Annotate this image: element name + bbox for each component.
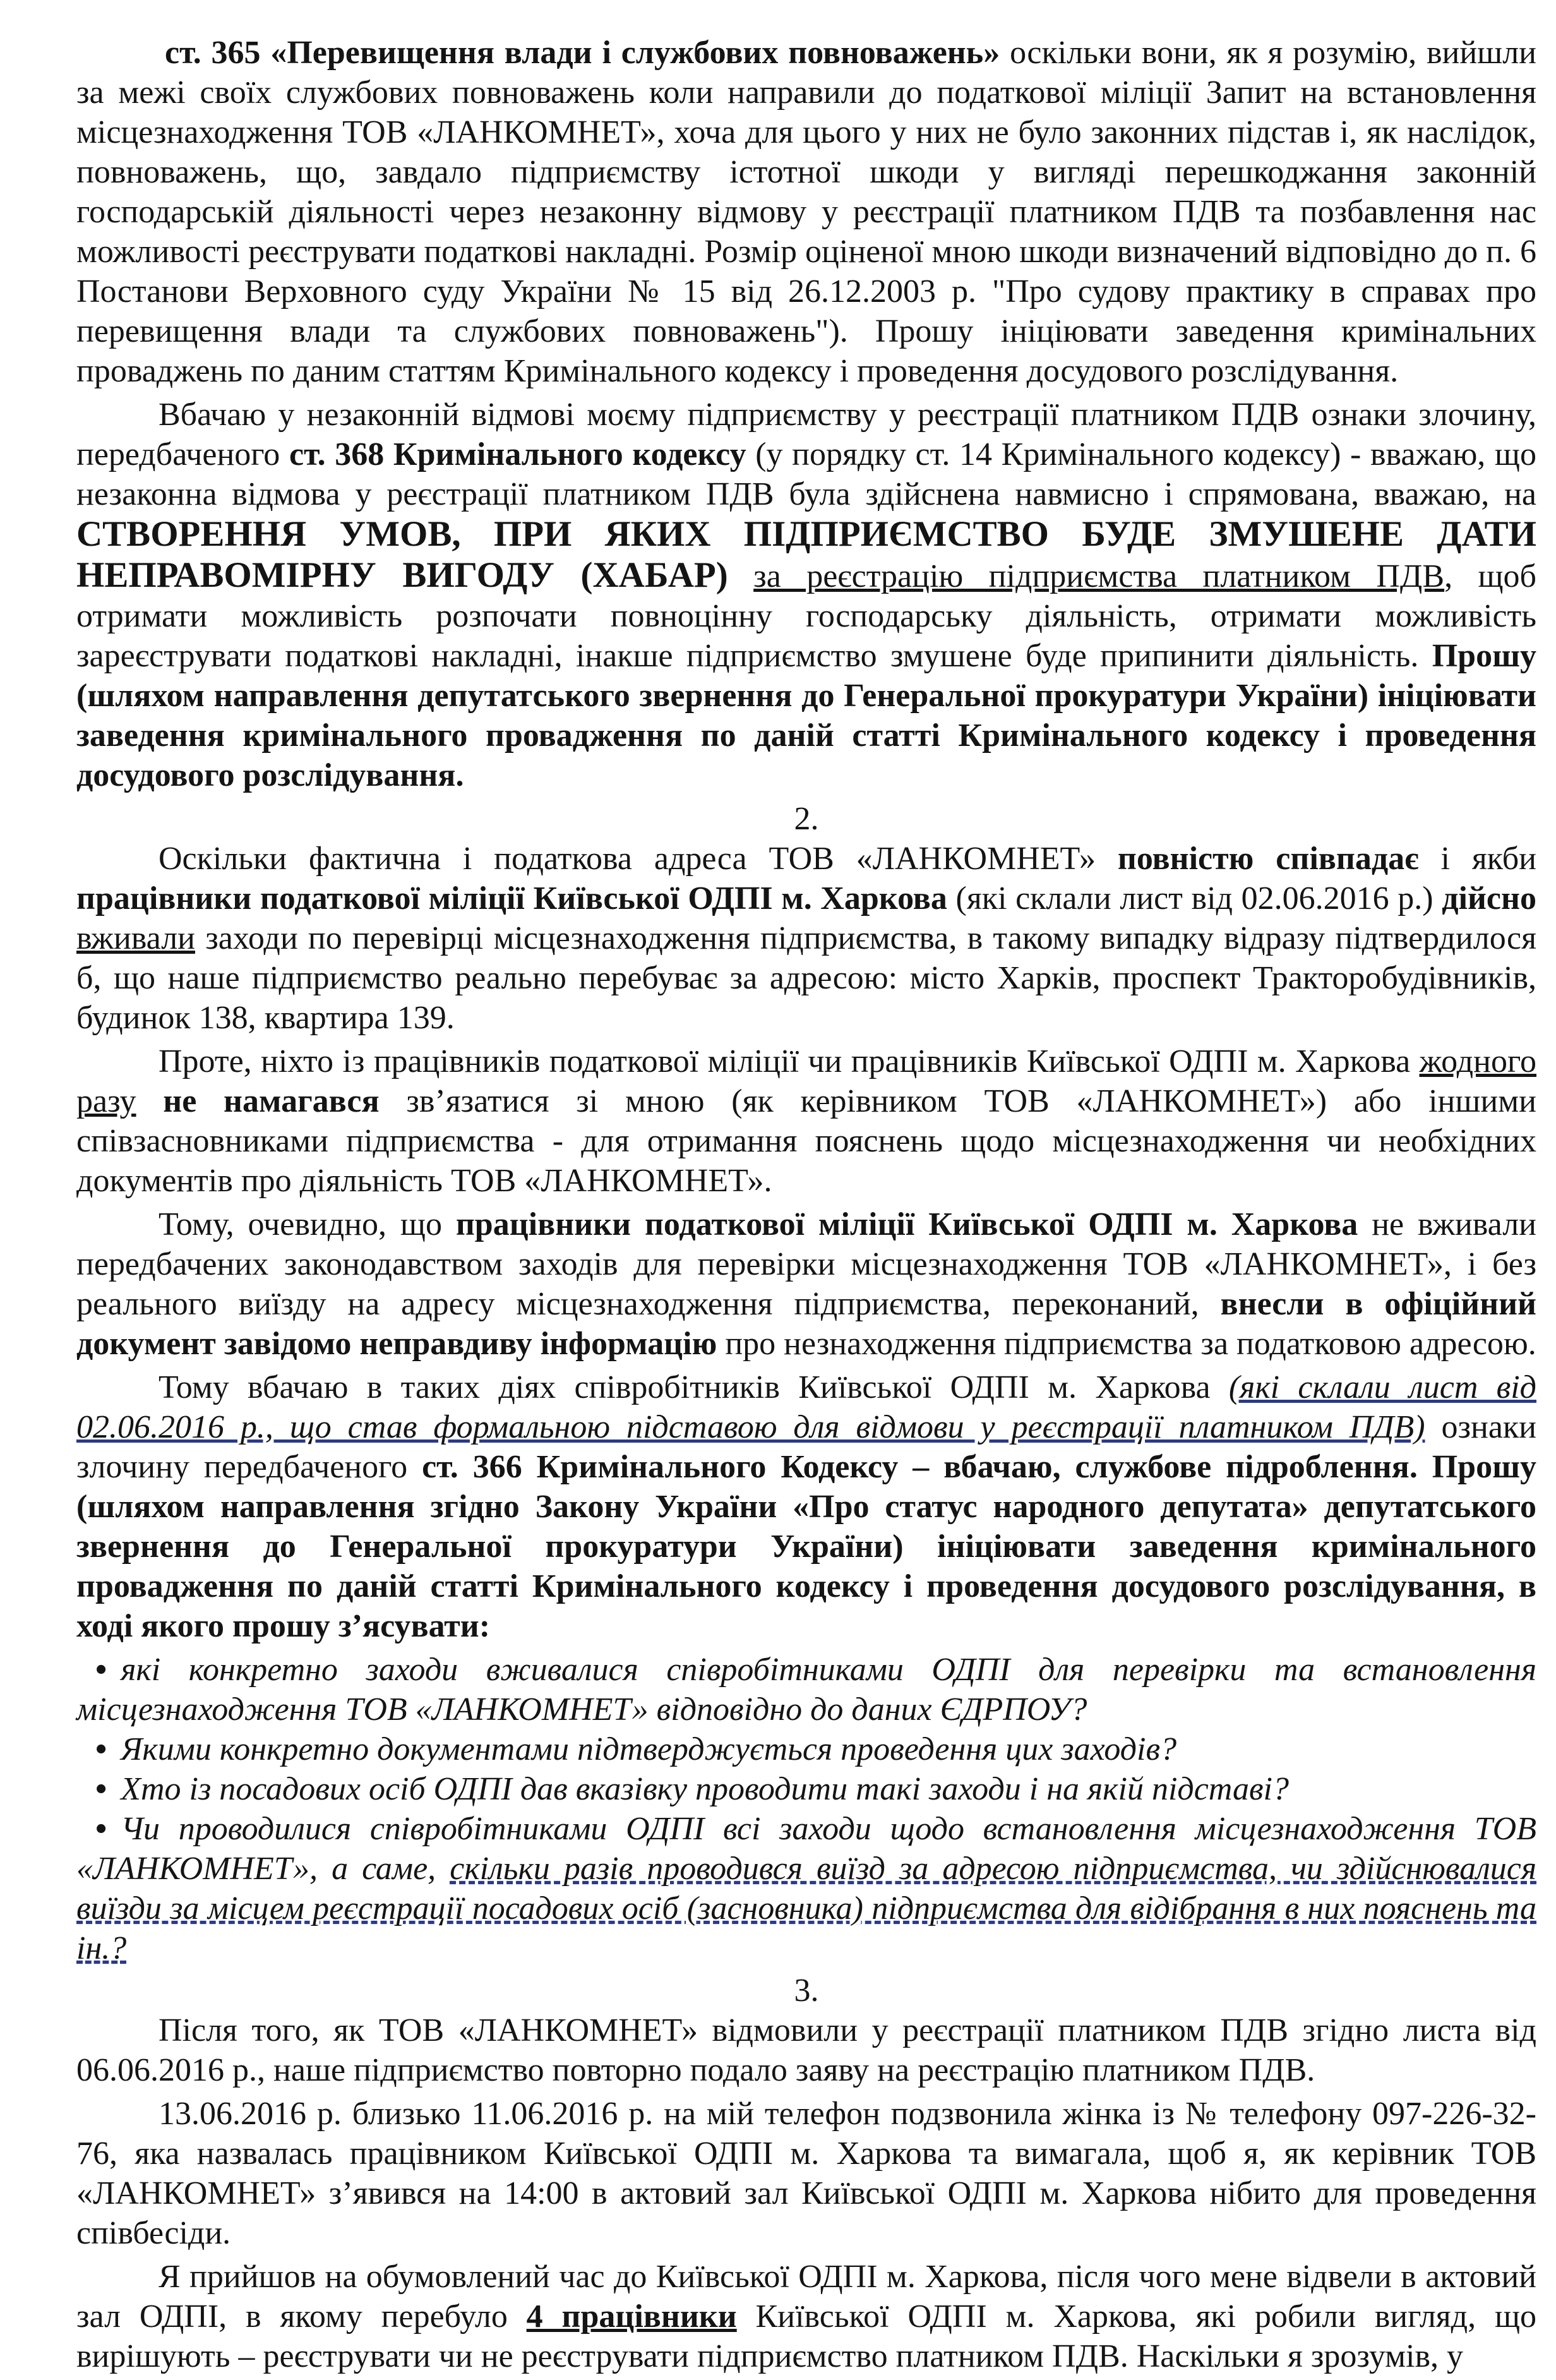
text-run: не вживали передбачених законодавством заходів для перевірки місцезнаходження ТОВ «ЛАНКОМНЕТ», і без реального виїзду на адресу місцезнаходження підприємства, переконаний, <box>76 1206 1536 1322</box>
emphasized-text: 4 працівники <box>526 2299 737 2335</box>
text-run: і якби <box>1418 841 1536 877</box>
emphasized-text: за реєстрацію підприємства платником ПДВ <box>753 558 1445 594</box>
emphasized-text: жодного разу <box>76 1043 1536 1119</box>
text-run: які конкретно заходи вживалися співробітниками ОДПІ для перевірки та встановлення місцезнаходження ТОВ «ЛАНКОМНЕТ» відповідно до даних ЄДРПОУ? <box>76 1652 1536 1728</box>
text-run: Вбачаю у незаконній відмові моєму підприємству у реєстрації платником ПДВ ознаки злочину, передбаченого <box>76 397 1536 472</box>
text-run: Хто із посадових осіб ОДПІ дав вказівку проводити такі заходи і на якій підставі? <box>121 1771 1289 1807</box>
emphasized-text: скільки разів проводився виїзд за адресою підприємства, чи здійснювалися виїзди за місцем реєстрації посадових осіб (засновника) підприємства для відібрання в них пояснень та ін.? <box>76 1851 1536 1966</box>
text-run: Київської ОДПІ м. Харкова, які робили вигляд, що вирішують – реєструвати чи не реєструвати підприємство платником ПДВ. Наскільки я зрозумів, у <box>76 2299 1537 2374</box>
emphasized-text: внесли в офіційний документ завідомо неправдиву інформацію <box>76 1286 1536 1362</box>
text-run: (які склали лист від 02.06.2016 р.) <box>947 880 1442 917</box>
section-number-2: 2. <box>794 801 819 837</box>
text-run: Тому, очевидно, що <box>159 1206 456 1242</box>
text-run: зв’язатися зі мною (як керівником ТОВ «ЛАНКОМНЕТ») або іншими співзасновниками підприємства - для отримання пояснень щодо місцезнаходження чи необхідних документів про діяльність ТОВ «ЛАНКОМНЕТ». <box>76 1083 1536 1199</box>
emphasized-text: працівники податкової міліції Київської ОДПІ м. Харкова <box>76 880 947 917</box>
bullet-icon: • <box>95 1771 107 1807</box>
text-run: ознаки злочину передбаченого <box>76 1409 1536 1485</box>
paragraph <box>76 839 1536 1038</box>
paragraphs-block-1 <box>76 33 1536 795</box>
text-run: Якими конкретно документами підтверджується проведення цих заходів? <box>121 1731 1177 1767</box>
text-run: 13.06.2016 р. близько 11.06.2016 р. на мій телефон подзвонила жінка із № телефону 097-226-32-76, яка назвалась працівником Київської ОДПІ м. Харкова та вимагала, щоб я, як керівник ТОВ «ЛАНКОМНЕТ» з’явився на 14:00 в актовий зал Київської ОДПІ м. Харкова нібито для проведення співбесіди. <box>76 2096 1536 2251</box>
text-run: , щоб отримати можливість розпочати повноцінну господарську діяльність, отримати можливість зареєструвати податкові накладні, інакше підприємство змушене буде припинити діяльність. <box>76 558 1536 674</box>
text-run: Чи проводилися співробітниками ОДПІ всі заходи щодо встановлення місцезнаходження ТОВ «ЛАНКОМНЕТ», а саме, <box>76 1811 1536 1887</box>
question-list <box>76 1650 1536 1968</box>
emphasized-text: (які склали лист від 02.06.2016 р., що став формальною підставою для відмови у реєстрації платником ПДВ) <box>76 1369 1536 1445</box>
question-list-item <box>76 1809 1536 1968</box>
question-list-item <box>76 1769 1536 1809</box>
text-run: Після того, як ТОВ «ЛАНКОМНЕТ» відмовили у реєстрації платником ПДВ згідно листа від 06.06.2016 р., наше підприємство повторно подало заяву на реєстрацію платником ПДВ. <box>76 2012 1536 2088</box>
document-page <box>76 33 1536 2380</box>
text-run: про незнаходження підприємства за податковою адресою. <box>717 1326 1536 1362</box>
emphasized-text: вживали <box>76 920 195 956</box>
emphasized-text: не намагався <box>163 1083 380 1119</box>
question-list-item <box>76 1729 1536 1769</box>
text-run <box>136 1083 164 1119</box>
bullet-icon: • <box>95 1731 107 1767</box>
paragraph <box>76 1367 1536 1646</box>
section-number-3: 3. <box>794 1973 819 2009</box>
emphasized-text: повністю співпадає <box>1117 841 1419 877</box>
paragraph <box>76 2257 1536 2376</box>
paragraph <box>76 33 1536 391</box>
emphasized-text: Прошу (шляхом направлення депутатського звернення до Генеральної прокуратури України) ініціювати заведення кримінального провадження по даній статті Кримінального кодексу і проведення досудового розслідування. <box>76 638 1536 793</box>
text-run: оскільки вони, як я розумію, вийшли за межі своїх службових повноважень коли направили до податкової міліції Запит на встановлення місцезнаходження ТОВ «ЛАНКОМНЕТ», хоча для цього у них не було законних підстав і, як наслідок, повноважень, що, завдало підприємству істотної шкоди у вигляді перешкоджання законній господарській діяльності через незаконну відмову у реєстрації платником ПДВ та позбавлення нас можливості реєструвати податкові накладні. Розмір оціненої мною шкоди визначений відповідно до п. 6 Постанови Верховного суду України № 15 від 26.12.2003 р. "Про судову практику в справах про перевищення влади та службових повноважень"). Прошу ініціювати заведення кримінальних проваджень по даним статтям Кримінального кодексу і проведення досудового розслідування. <box>76 35 1536 389</box>
emphasized-text: СТВОРЕННЯ УМОВ, ПРИ ЯКИХ ПІДПРИЄМСТВО БУДЕ ЗМУШЕНЕ ДАТИ НЕПРАВОМІРНУ ВИГОДУ (ХАБАР) <box>76 514 1536 595</box>
text-run: заходи по перевірці місцезнаходження підприємства, в такому випадку відразу підтвердилося б, що наше підприємство реально перебуває за адресою: місто Харків, проспект Тракторобудівників, будинок 138, квартира 139. <box>76 920 1536 1036</box>
bullet-icon: • <box>95 1652 107 1688</box>
text-run: Тому вбачаю в таких діях співробітників Київської ОДПІ м. Харкова <box>159 1369 1229 1405</box>
emphasized-text: працівники податкової міліції Київської ОДПІ м. Харкова <box>455 1206 1358 1242</box>
text-run: Оскільки фактична і податкова адреса ТОВ «ЛАНКОМНЕТ» <box>159 841 1118 877</box>
paragraph <box>76 2094 1536 2253</box>
text-run: Я прийшов на обумовлений час до Київської ОДПІ м. Харкова, після чого мене відвели в актовий зал ОДПІ, в якому перебуло <box>76 2259 1536 2335</box>
emphasized-text: ст. 368 Кримінального кодексу <box>289 436 746 472</box>
paragraph <box>76 1205 1536 1364</box>
paragraphs-block-3 <box>76 2010 1536 2376</box>
bullet-icon: • <box>95 1811 107 1847</box>
paragraph <box>76 395 1536 795</box>
text-run <box>728 558 753 594</box>
emphasized-text: ст. 366 Кримінального Кодексу – вбачаю, службове підроблення. Прошу (шляхом направлення згідно Закону України «Про статус народного депутата» депутатського звернення до Генеральної прокуратури України) ініціювати заведення кримінального провадження по даній статті Кримінального кодексу і проведення досудового розслідування, в ході якого прошу з’ясувати: <box>76 1449 1536 1644</box>
emphasized-text: ст. 365 «Перевищення влади і службових повноважень» <box>165 35 1000 71</box>
paragraph <box>76 1042 1536 1201</box>
emphasized-text: дійсно <box>1442 880 1536 917</box>
text-run: Проте, ніхто із працівників податкової міліції чи працівників Київської ОДПІ м. Харкова <box>159 1043 1420 1079</box>
question-list-item <box>76 1650 1536 1729</box>
paragraphs-block-2 <box>76 839 1536 1646</box>
paragraph <box>76 2010 1536 2090</box>
text-run: (у порядку ст. 14 Кримінального кодексу) - вважаю, що незаконна відмова у реєстрації платником ПДВ була здійснена навмисно і спрямована, вважаю, на <box>76 436 1536 512</box>
